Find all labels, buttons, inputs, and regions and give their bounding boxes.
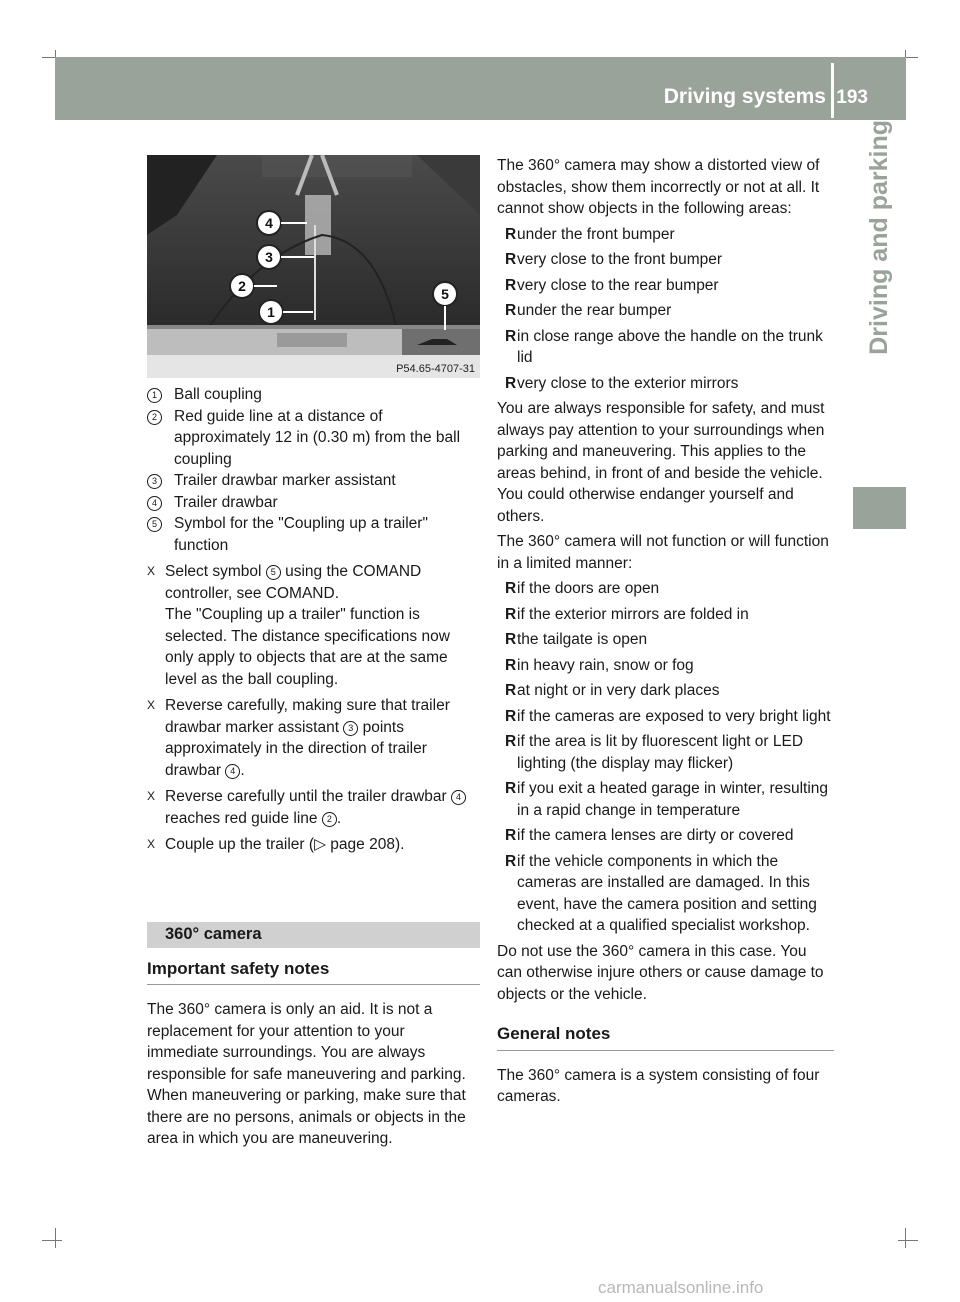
legend-number: 5: [147, 517, 162, 532]
step-text: Select symbol: [165, 563, 266, 580]
bullet-icon: R: [505, 733, 517, 750]
list-item: [497, 825, 834, 847]
camera-view-image: [147, 155, 480, 378]
legend-text: Trailer drawbar marker assistant: [174, 472, 396, 489]
ref-number: 4: [451, 790, 466, 805]
crop-mark: [905, 1228, 906, 1248]
section-heading-block: [147, 922, 480, 1150]
side-tab-label: Driving and parking: [865, 120, 893, 355]
list-item: [497, 224, 834, 246]
instruction-step: [147, 561, 480, 690]
subsection-title: General notes: [497, 1023, 834, 1051]
crop-mark: [55, 1228, 56, 1248]
legend-text: Symbol for the "Coupling up a trailer" function: [174, 515, 428, 554]
page-number: 193: [836, 87, 868, 108]
bullet-icon: R: [505, 707, 517, 725]
page-reference-link[interactable]: page 208).: [330, 836, 405, 853]
legend-item: [147, 470, 480, 492]
legend-item: [147, 406, 480, 471]
section-side-tab: [853, 120, 906, 485]
bullet-icon: R: [505, 225, 517, 243]
bullet-icon: R: [505, 327, 517, 345]
ref-number: 2: [322, 812, 337, 827]
bullet-icon: R: [505, 251, 517, 268]
list-item-text: if the exterior mirrors are folded in: [517, 605, 749, 623]
page-ref-arrow-icon: ▷: [314, 836, 326, 853]
list-item: [497, 731, 834, 774]
paragraph: Do not use the 360° camera in this case. You can otherwise injure others or cause damage to objects or the vehicle.: [497, 942, 824, 1003]
list-item-text: under the front bumper: [517, 225, 675, 243]
list-item: [497, 629, 834, 651]
list-item: [497, 300, 834, 322]
list-item-text: at night or in very dark places: [517, 682, 720, 699]
list-item: [497, 851, 834, 937]
list-item: [497, 604, 834, 626]
legend-number: 3: [147, 474, 162, 489]
ref-number: 3: [343, 721, 358, 736]
step-text: .: [336, 809, 342, 827]
step-text: .: [240, 761, 245, 779]
legend-item: [147, 384, 480, 406]
ref-number: 5: [266, 565, 281, 580]
left-column: [147, 384, 480, 856]
list-item-text: under the rear bumper: [517, 302, 672, 319]
instruction-step: [147, 834, 480, 856]
list-item: [497, 373, 834, 395]
step-text: Reverse carefully, making sure that trailer drawbar marker assistant: [165, 697, 450, 736]
bullet-icon: R: [505, 276, 517, 294]
list-item-text: very close to the front bumper: [517, 251, 723, 268]
side-tab-block: [853, 487, 906, 529]
step-text: using the COMAND controller, see COMAND.: [165, 563, 422, 602]
bullet-icon: R: [505, 682, 517, 699]
page-header: [55, 57, 906, 120]
step-text: points approximately in the direction of trailer drawbar: [165, 718, 427, 779]
step-arrow-icon: X: [147, 789, 156, 803]
paragraph: The 360° camera is a system consisting of four cameras.: [497, 1066, 820, 1105]
paragraph: The 360° camera will not function or will function in a limited manner:: [497, 533, 829, 572]
bullet-icon: R: [505, 852, 517, 870]
callout-label: 3: [265, 249, 273, 265]
legend-text: Trailer drawbar: [174, 493, 278, 511]
callout-label: 1: [267, 304, 275, 320]
bullet-icon: R: [505, 374, 517, 392]
legend-item: [147, 492, 480, 514]
bullet-icon: R: [505, 631, 517, 648]
header-divider: [831, 63, 834, 118]
legend-number: 1: [147, 388, 162, 403]
legend-text: Ball coupling: [174, 386, 262, 403]
callout-label: 2: [238, 278, 246, 294]
list-item-text: the tailgate is open: [517, 631, 648, 648]
list-item-text: in close range above the handle on the trunk lid: [517, 327, 823, 366]
legend-number: 4: [147, 496, 162, 511]
instruction-step: [147, 786, 480, 829]
callout-label: 4: [265, 215, 273, 231]
legend-text: Red guide line at a distance of approximately 12 in (0.30 m) from the ball coupling: [174, 407, 461, 468]
list-item-text: very close to the exterior mirrors: [517, 374, 739, 392]
bullet-icon: R: [505, 780, 517, 797]
section-title: 360° camera: [147, 922, 480, 948]
crop-mark: [898, 1240, 918, 1241]
list-item-text: if the area is lit by fluorescent light or LED lighting (the display may flicker): [517, 733, 804, 772]
list-item-text: in heavy rain, snow or fog: [517, 656, 694, 674]
crop-mark: [42, 1240, 62, 1241]
list-item: [497, 326, 834, 369]
list-item: [497, 249, 834, 271]
list-item-text: if the cameras are exposed to very bright light: [517, 707, 831, 725]
step-arrow-icon: X: [147, 698, 156, 712]
paragraph: You are always responsible for safety, and must always pay attention to your surroundings when parking and maneuvering. This applies to the areas behind, in front of and beside the vehicle. You could otherwise endanger yourself and others.: [497, 400, 825, 525]
list-item-text: if you exit a heated garage in winter, resulting in a rapid change in temperature: [517, 780, 829, 819]
list-item: [497, 275, 834, 297]
watermark: carmanualsonline.info: [598, 1278, 764, 1297]
step-text: The "Coupling up a trailer" function is selected. The distance specifications now only apply to objects that are at the same level as the ball coupling.: [165, 606, 450, 688]
paragraph: The 360° camera may show a distorted view of obstacles, show them incorrectly or not at all. It cannot show objects in the following areas:: [497, 157, 820, 217]
list-item: [497, 655, 834, 677]
legend-number: 2: [147, 410, 162, 425]
camera-figure: [147, 155, 480, 378]
list-item-text: very close to the rear bumper: [517, 276, 719, 294]
step-arrow-icon: X: [147, 837, 156, 851]
bullet-icon: R: [505, 302, 517, 319]
step-text: reaches red guide line: [165, 809, 322, 827]
bullet-icon: R: [505, 605, 517, 623]
list-item: [497, 706, 834, 728]
intro-paragraph: The 360° camera is only an aid. It is not a replacement for your attention to your immediate surroundings. You are always responsible for safe maneuvering and parking. When maneuvering or parking, make sure that there are no persons, animals or objects in the area in which you are maneuvering.: [147, 1001, 466, 1147]
list-item: [497, 778, 834, 821]
ref-number: 4: [225, 764, 240, 779]
bullet-icon: R: [505, 580, 517, 597]
right-column: [497, 155, 834, 1108]
list-item-text: if the vehicle components in which the cameras are installed are damaged. In this event, have the camera position and setting checked at a qualified specialist workshop.: [517, 852, 817, 934]
header-title: Driving systems: [663, 85, 826, 108]
list-item: [497, 680, 834, 702]
callout-label: 5: [441, 286, 449, 302]
bullet-icon: R: [505, 656, 517, 674]
step-text: Reverse carefully until the trailer drawbar: [165, 788, 452, 805]
step-text: Couple up the trailer (: [165, 836, 315, 853]
legend-item: [147, 513, 480, 556]
subsection-title: Important safety notes: [147, 958, 480, 986]
list-item-text: if the doors are open: [517, 580, 660, 597]
list-item: [497, 578, 834, 600]
figure-code: P54.65-4707-31: [396, 363, 475, 375]
list-item-text: if the camera lenses are dirty or covered: [517, 827, 794, 844]
step-arrow-icon: X: [147, 564, 156, 578]
bullet-icon: R: [505, 827, 517, 844]
instruction-step: [147, 695, 480, 781]
